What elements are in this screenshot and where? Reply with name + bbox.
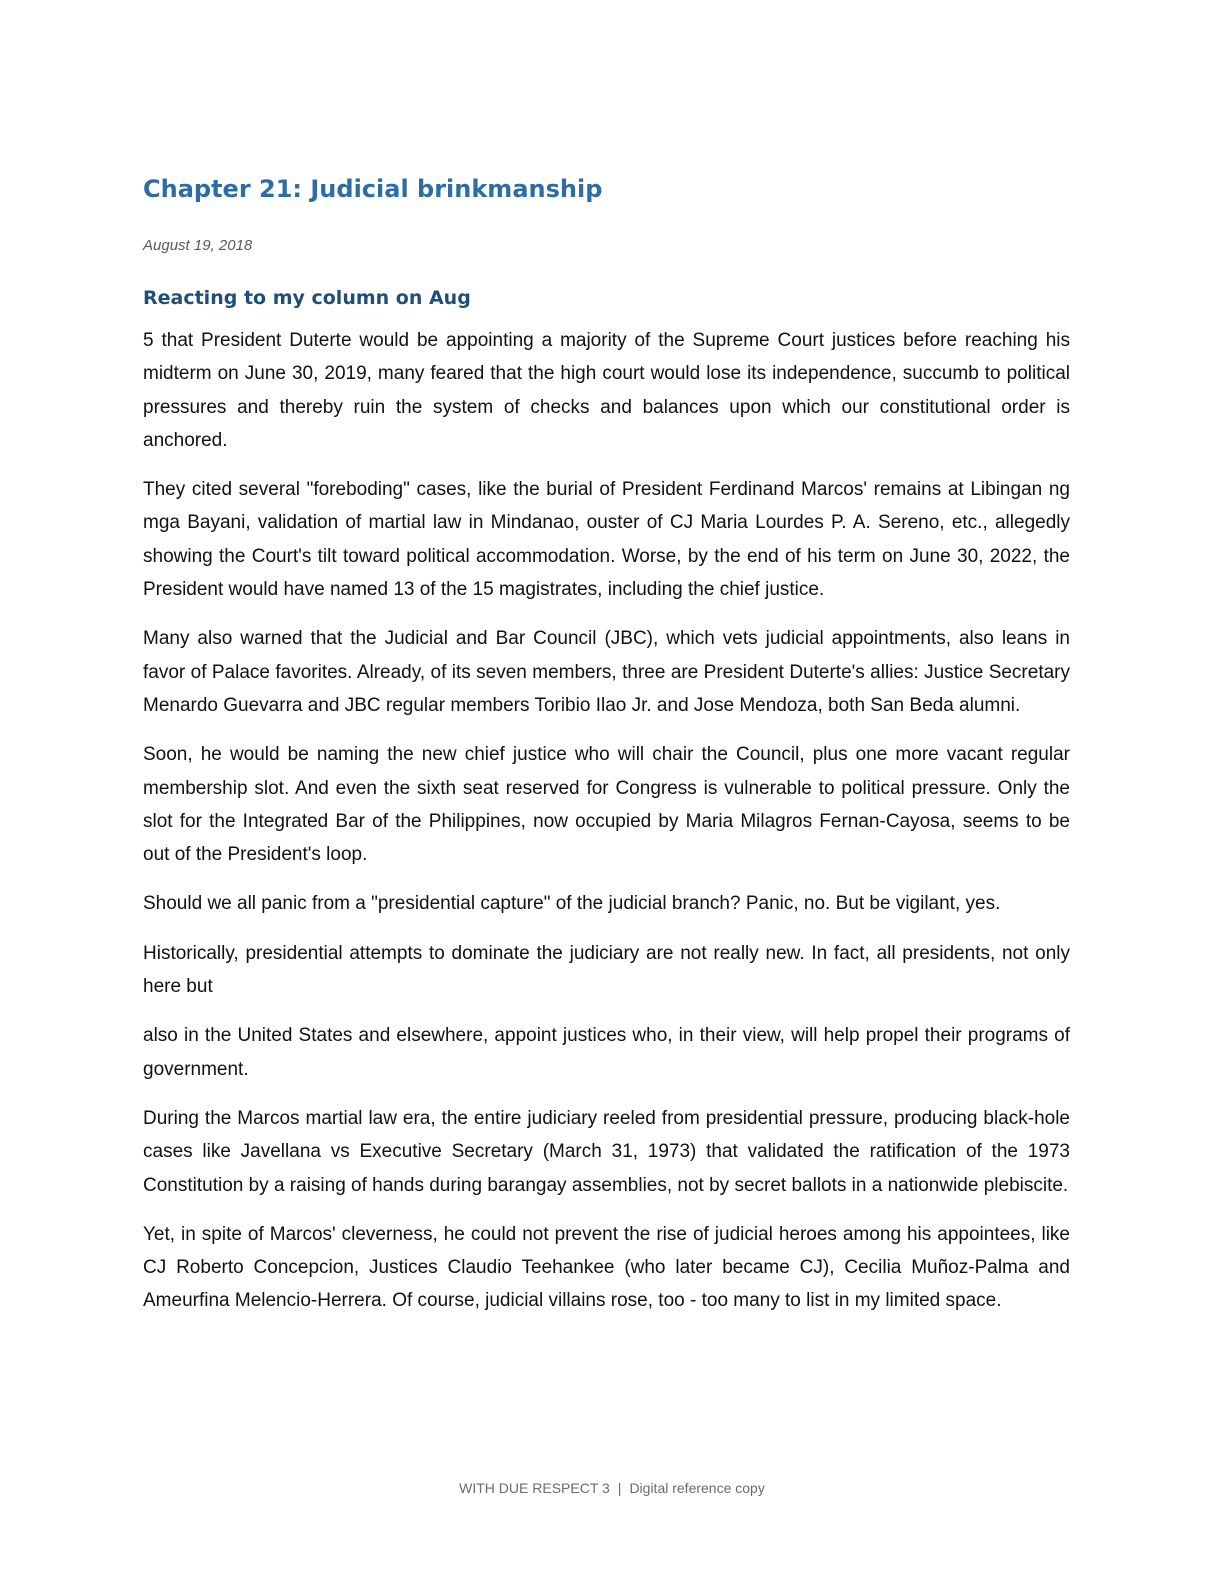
footer-separator: | bbox=[617, 1480, 622, 1496]
footer-note: Digital reference copy bbox=[629, 1480, 765, 1496]
paragraph: also in the United States and elsewhere, appoint justices who, in their view, will help propel their programs of government. bbox=[143, 1025, 1070, 1080]
paragraph: Soon, he would be naming the new chief justice who will chair the Council, plus one more vacant regular membership slot. And even the sixth seat reserved for Congress is vulnerable to political pressure. Only the slot for the Integrated Bar of the Philippines, now occupied by Maria Milagros Fernan-Cayosa, seems to be out of the President's loop. bbox=[143, 744, 1070, 866]
paragraph: 5 that President Duterte would be appointing a majority of the Supreme Court justices before reaching his midterm on June 30, 2019, many feared that the high court would lose its independence, succumb to political pressures and thereby ruin the system of checks and balances upon which our constitutional order is anchored. bbox=[143, 330, 1070, 451]
section-heading: Reacting to my column on Aug bbox=[143, 287, 471, 309]
paragraph: Yet, in spite of Marcos' cleverness, he could not prevent the rise of judicial heroes among his appointees, like CJ Roberto Concepcion, Justices Claudio Teehankee (who later became CJ), Cecilia Muñoz-Palma and Ameurfina Melencio-Herrera. Of course, judicial villains rose, too - too many to list in my limited space. bbox=[143, 1223, 1070, 1312]
article-date: August 19, 2018 bbox=[143, 237, 253, 254]
page-footer bbox=[0, 1478, 1224, 1498]
paragraph: They cited several "foreboding" cases, like the burial of President Ferdinand Marcos' remains at Libingan ng mga Bayani, validation of martial law in Mindanao, ouster of CJ Maria Lourdes P. A. Sereno, etc., allegedly showing the Court's tilt toward political accommodation. Worse, by the end of his term on June 30, 2022, the President would have named 13 of the 15 magistrates, including the chief justice. bbox=[143, 479, 1070, 601]
paragraph: During the Marcos martial law era, the entire judiciary reeled from presidential pressure, producing black-hole cases like Javellana vs Executive Secretary (March 31, 1973) that validated the ratification of the 1973 Constitution by a raising of hands during barangay assemblies, not by secret ballots in a nationwide plebiscite. bbox=[143, 1107, 1070, 1196]
paragraph: Should we all panic from a "presidential capture" of the judicial branch? Panic, no. But be vigilant, yes. bbox=[143, 893, 1001, 915]
footer-book-title: WITH DUE RESPECT 3 bbox=[459, 1480, 610, 1496]
document-page bbox=[143, 170, 1070, 1334]
paragraph: Many also warned that the Judicial and Bar Council (JBC), which vets judicial appointments, also leans in favor of Palace favorites. Already, of its seven members, three are President Duterte's allies: Justice Secretary Menardo Guevarra and JBC regular members Toribio Ilao Jr. and Jose Mendoza, both San Beda alumni. bbox=[143, 628, 1070, 716]
article-body bbox=[143, 324, 1070, 1318]
paragraph: Historically, presidential attempts to dominate the judiciary are not really new. In fact, all presidents, not only here but bbox=[143, 942, 1070, 998]
chapter-title: Chapter 21: Judicial brinkmanship bbox=[143, 175, 603, 203]
